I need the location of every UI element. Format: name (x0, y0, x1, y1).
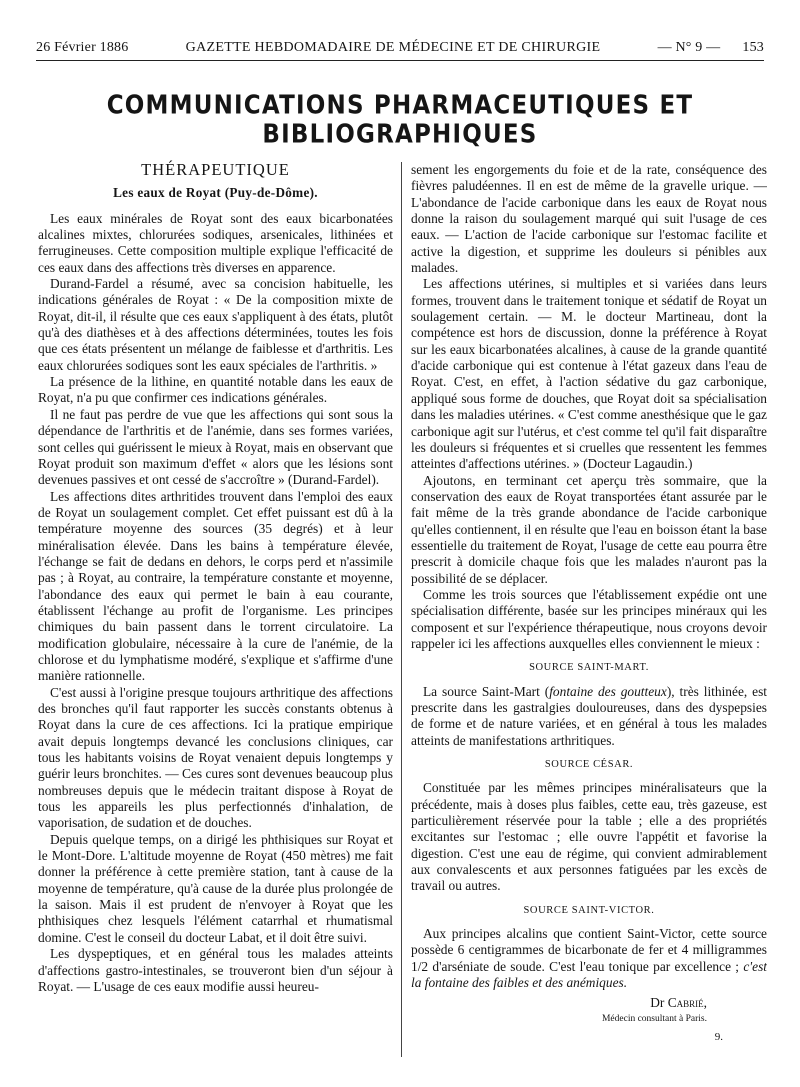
source-title-cesar: SOURCE CÉSAR. (544, 759, 634, 771)
signature-prefix: Dr (650, 994, 668, 1010)
issue-number: — N° 9 — (657, 40, 721, 55)
text-run: Aux principes alcalins que contient Saint-Victor, cette source possède 6 centigrammes de bicarbonate de fer et 4 milligrammes 1/2 d'arséniate de soude. C'est l'eau tonique par excellence ; (411, 926, 767, 974)
paragraph: Comme les trois sources que l'établissement expédie ont une spécialisation différente, basée sur les principes minéraux qui les composent et sur l'expérience thérapeutique, nous croyons devoir rappeler ici les affections auxquelles elles conviennent le mieux : (411, 586, 767, 651)
page-number: 153 (742, 40, 764, 55)
author-affiliation: Médecin consultant à Paris. (601, 1013, 707, 1024)
article-subheading: Les eaux de Royat (Puy-de-Dôme). (113, 185, 318, 201)
source-paragraph (411, 684, 767, 749)
right-column (411, 162, 767, 1067)
source-saint-mart (411, 684, 767, 749)
paragraph: Les affections dites arthritides trouvent dans l'emploi des eaux de Royat un soulagement complet. Cet effet puissant est dû à la température moyenne des sources (35 degrés) et à leur minéralisation élevée. Dans les bains à température élevée, l'échange se fait de dedans en dehors, le corps perd et n'assimile pas ; à Royat, au contraire, la température constante et moyenne, l'abondance des eaux qui permet le bain à eau courante, établissent l'échange au profit de l'organisme. Les principes chimiques du bain passent dans le torrent circulatoire. La modification globulaire, nécessaire à la cure de l'anémie, de la chlorose et du lymphatisme modéré, s'explique et s'affirme d'une manière rationnelle. (38, 488, 393, 684)
paragraph: Durand-Fardel a résumé, avec sa concision habituelle, les indications générales de Royat : « De la composition mixte de Royat, dit-il, il résulte que ces eaux s'appliquent à des états, plutôt qu'à des diathèses et à des affections déterminées, toutes les fois que ces états présentent un mélange de faiblesse et d'arthritis. Les eaux chlorurées sodiques sont les eaux spéciales de l'arthritis. » (38, 276, 393, 373)
journal-title: GAZETTE HEBDOMADAIRE DE MÉDECINE ET DE CHIRURGIE (185, 40, 601, 55)
source-paragraph (411, 780, 767, 894)
item-number: 9. (714, 1031, 723, 1044)
section-title: COMMUNICATIONS PHARMACEUTIQUES ET BIBLIOGRAPHIQUES (106, 90, 694, 150)
article-heading: THÉRAPEUTIQUE (141, 160, 290, 179)
author-signature (411, 995, 767, 1011)
text-run: La source Saint-Mart ( (423, 683, 550, 699)
paragraph: La présence de la lithine, en quantité notable dans les eaux de Royat, n'a pu que confirmer ces indications générales. (38, 374, 393, 406)
paragraph: Les affections utérines, si multiples et si variées dans leurs formes, trouvent dans le traitement tonique et sédatif de Royat un soulagement certain. — M. le docteur Martineau, dont la compétence est hors de discussion, donne la préférence à Royat sur les eaux bicarbonatées alcalines, à cause de la grande quantité d'acide carbonique qui est contenue à l'état gazeux dans l'eau de Royat. C'est, en effet, à l'action sédative du gaz carbonique, appliqué sous forme de douches, que Royat doit sa spécialisation dans les maladies utérines. « C'est comme anesthésique que le gaz carbonique agit sur l'utérus, et c'est comme tel qu'il fait disparaître les douleurs si fréquentes et si cruelles que ressentent les femmes atteintes d'affections utérines. » (Docteur Lagaudin.) (411, 276, 767, 472)
source-title-saint-mart: SOURCE SAINT-MART. (529, 662, 649, 674)
paragraph: Depuis quelque temps, on a dirigé les phthisiques sur Royat et le Mont-Dore. L'altitude moyenne de Royat (450 mètres) me fait donner la préférence à cette première station, tant à cause de la moyenne de température, qu'à cause de la durée plus prolongée de la saison. Mais il est prudent de n'envoyer à Royat que les phthisiques chez lesquels l'élément catarrhal et rhumatismal domine. C'est le conseil du docteur Labat, et il doit être suivi. (38, 831, 393, 945)
source-cesar (411, 780, 767, 894)
italic-run: fontaine des goutteux (549, 683, 667, 699)
paragraph: Il ne faut pas perdre de vue que les affections qui sont sous la dépendance de l'arthritis et de l'anémie, dans ses formes variées, sont celles qui guérissent le mieux à Royat, mais en observant que Royat produit son maximum d'effet « alors que les lésions sont devenues passives et ont cessé de s'accroître » (Durand-Fardel). (38, 406, 393, 488)
author-name: Cabrié, (667, 994, 707, 1010)
text-run: ), très lithinée, est prescrite dans les gastralgies douloureuses, dans des dyspepsies de forme et de nature variées, et en général à tous les malades atteints de manifestations arthritiques. (411, 683, 767, 748)
issue-date: 26 Février 1886 (36, 40, 129, 55)
paragraph: Les dyspeptiques, et en général tous les malades atteints d'affections gastro-intestinales, se trouveront bien d'un séjour à Royat. — L'usage de ces eaux modifie aussi heureu- (38, 946, 393, 994)
running-head (36, 40, 764, 56)
header-rule (36, 60, 764, 61)
paragraph: sement les engorgements du foie et de la rate, conséquence des fièvres paludéennes. Il en est de même de la gravelle urique. — L'abondance de l'acide carbonique dans les eaux de Royat nous donne la raison du soulagement marqué qui suit l'usage de ces eaux. — L'action de l'acide carbonique sur l'estomac facilite et active la digestion, et supprime les douleurs si pénibles aux malades. (411, 162, 767, 276)
left-column (38, 160, 393, 1065)
source-saint-victor (411, 926, 767, 991)
paragraph: Ajoutons, en terminant cet aperçu très sommaire, que la conservation des eaux de Royat transportées étant assurée par le fait même de la très grande abondance de l'acide carbonique qu'elles contiennent, il en résulte que l'eau en boisson étant la base essentielle du traitement de Royat, l'usage de cette eau pourra être prescrit à domicile chaque fois que les malades n'auront pas la possibilité de se déplacer. (411, 472, 767, 586)
source-title-saint-victor: SOURCE SAINT-VICTOR. (523, 904, 655, 916)
text-run: Constituée par les mêmes principes minéralisateurs que la précédente, mais à doses plus faibles, cette eau, très gazeuse, est particulièrement réservée pour la table ; elle a des propriétés excitantes sur l'estomac ; elle ouvre l'appétit et favorise la digestion. C'est une eau de régime, qui convient admirablement aux convalescents et aux personnes fatiguées par les excès de travail ou autres. (411, 780, 767, 894)
column-divider (401, 162, 402, 1057)
paragraph: C'est aussi à l'origine presque toujours arthritique des affections des bronches qu'il faut rapporter les succès constants obtenus à Royat dans la cure de ces affections. Ici la pratique empirique avait depuis longtemps devancé les conclusions cliniques, car tous les habitants voisins de Royat venaient depuis longtemps y guérir leurs bronchites. — Ces cures sont devenues beaucoup plus nombreuses depuis que le médecin traitant dispose à Royat de tous les appareils les plus perfectionnés d'inhalation, de vaporisation, de sudation et de douches. (38, 684, 393, 831)
italic-run: c'est la fontaine des faibles et des anémiques. (411, 958, 767, 991)
issue-page-group (658, 40, 764, 56)
source-paragraph (411, 926, 767, 991)
paragraph: Les eaux minérales de Royat sont des eaux bicarbonatées alcalines mixtes, chlorurées sodiques, arsenicales, lithinées et ferrugineuses. Cette composition multiple explique l'efficacité de ces eaux dans des affections très diverses en apparence. (38, 210, 393, 275)
